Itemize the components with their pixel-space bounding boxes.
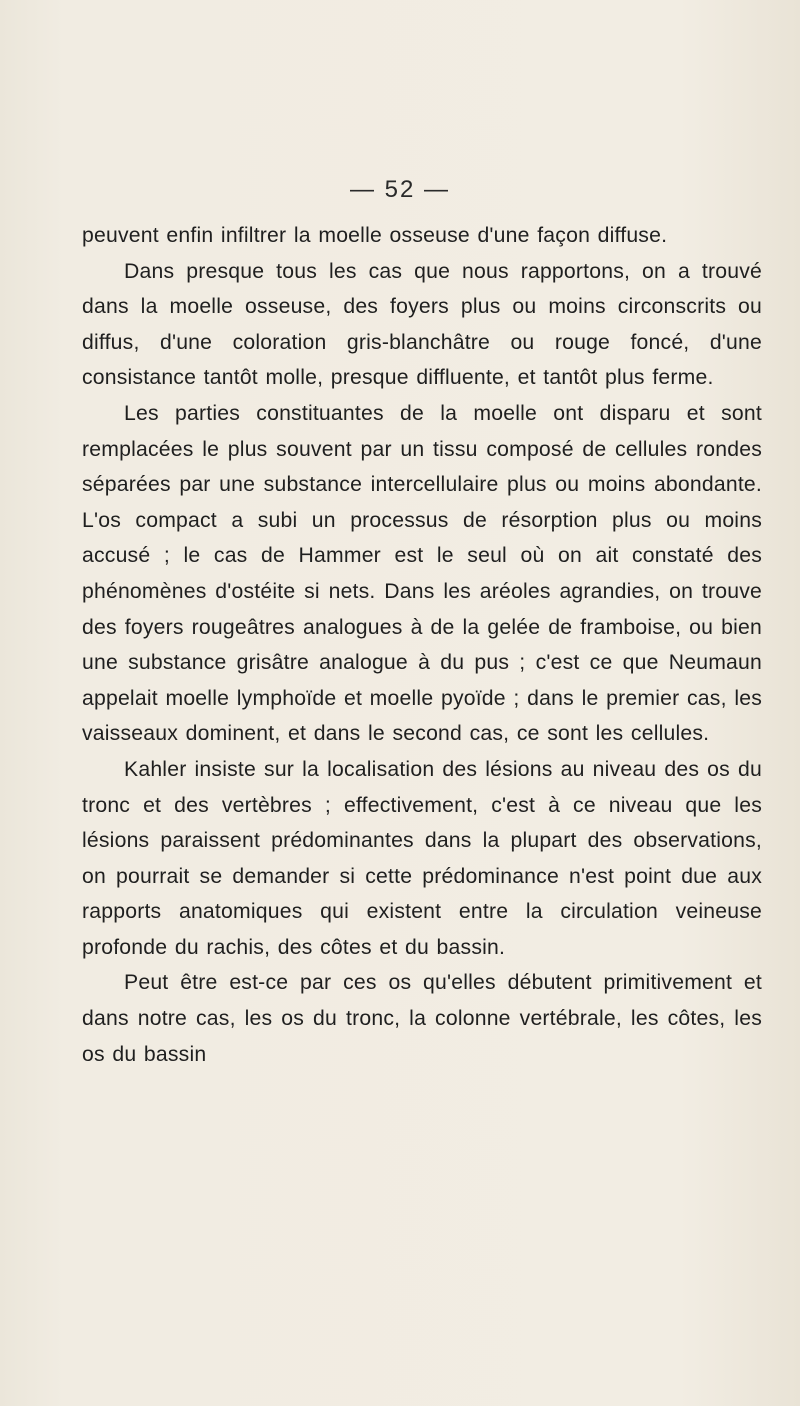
body-text — [82, 218, 762, 1072]
paragraph-2: Dans presque tous les cas que nous rapportons, on a trouvé dans la moelle osseuse, des foyers plus ou moins circonscrits ou diffus, d'une coloration gris-blanchâtre ou rouge foncé, d'une consistance tantôt molle, presque diffluente, et tantôt plus ferme. — [82, 259, 762, 390]
paragraph-1: peuvent enfin infiltrer la moelle osseuse d'une façon diffuse. — [82, 224, 668, 247]
page-number: — 52 — — [349, 176, 451, 203]
paragraph-4: Kahler insiste sur la localisation des lésions au niveau des os du tronc et des vertèbres ; effectivement, c'est à ce niveau que les lésions paraissent prédominantes dans la plupart des observations, on pourrait se demander si cette prédominance n'est point due aux rapports anatomiques qui existent entre la circulation veineuse profonde du rachis, des côtes et du bassin. — [82, 757, 762, 959]
paragraph-3: Les parties constituantes de la moelle ont disparu et sont remplacées le plus souvent par un tissu composé de cellules rondes séparées par une substance intercellulaire plus ou moins abondante. L'os compact a subi un processus de résorption plus ou moins accusé ; le cas de Hammer est le seul où on ait constaté des phénomènes d'ostéite si nets. Dans les aréoles agrandies, on trouve des foyers rougeâtres analogues à de la gelée de framboise, ou bien une substance grisâtre analogue à du pus ; c'est ce que Neumaun appelait moelle lymphoïde et moelle pyoïde ; dans le premier cas, les vaisseaux dominent, et dans le second cas, ce sont les cellules. — [82, 401, 762, 746]
paragraph-5: Peut être est-ce par ces os qu'elles débutent primitivement et dans notre cas, les os du tronc, la colonne vertébrale, les côtes, les os du bassin — [82, 971, 762, 1066]
